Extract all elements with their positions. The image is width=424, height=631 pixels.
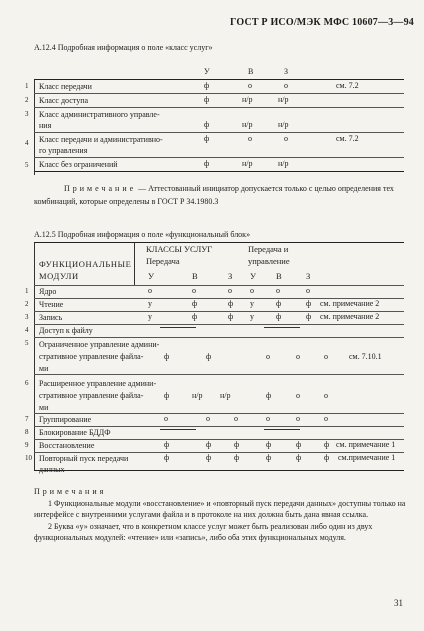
cell-v: н/р [242, 95, 253, 104]
cell: ф [276, 312, 282, 321]
row-number: 4 [25, 139, 29, 147]
cell-ref: см. 7.10.1 [349, 352, 382, 361]
row-number: 4 [25, 326, 29, 334]
cell: ф [296, 440, 302, 449]
table-row [25, 133, 404, 158]
cell-u: ф [204, 81, 210, 90]
cell: ф [164, 440, 170, 449]
column-header-v1: В [192, 271, 198, 281]
row-label: Класс доступа [39, 96, 89, 105]
cell-ref: см. примечание 2 [320, 312, 380, 321]
table-row [25, 439, 404, 453]
cell: о [228, 286, 232, 295]
notes-a12-5 [34, 486, 406, 544]
row-label: го управления [39, 146, 88, 155]
table-row [25, 337, 404, 375]
row-label: Класс административного управле- [39, 110, 160, 119]
header-service-classes: КЛАССЫ УСЛУГ [146, 244, 213, 254]
table-row [25, 452, 404, 474]
cell: о [324, 391, 328, 400]
cell: у [250, 299, 254, 308]
row-label: Группирование [39, 415, 92, 424]
row-number: 7 [25, 415, 29, 423]
cell-v: н/р [242, 120, 253, 129]
column-header-z2: З [306, 271, 311, 281]
cell-u: ф [204, 95, 210, 104]
row-label: Класс передачи и административно- [39, 135, 163, 144]
cell: ф [234, 440, 240, 449]
cell-u: ф [204, 159, 210, 168]
cell-ref: см. примечание 1 [336, 440, 396, 449]
cell: н/р [192, 391, 203, 400]
row-label: Доступ к файлу [39, 326, 93, 335]
table-row [25, 80, 404, 94]
cell-v: о [248, 134, 252, 143]
row-label: Восстановление [39, 441, 95, 450]
note-2: 2 Буква «у» означает, что в конкретном классе услуг может быть реализован либо один из двух функциональных модулей: «чтение» или «запись», либо оба этих функциональных модуля. [34, 521, 373, 542]
cell: ф [296, 453, 302, 462]
table-row [25, 374, 404, 414]
header-functional: ФУНКЦИОНАЛЬНЫЕ [39, 259, 132, 269]
row-label: Повторный пуск передачи [39, 454, 129, 463]
row-label: Блокирование БДДФ [39, 428, 111, 437]
dash-line [264, 327, 300, 328]
column-header-v2: В [276, 271, 282, 281]
cell: о [266, 414, 270, 423]
cell-z: о [284, 81, 288, 90]
row-number: 1 [25, 82, 29, 90]
cell: ф [276, 299, 282, 308]
row-number: 1 [25, 287, 29, 295]
header-management: управление [248, 256, 290, 266]
row-label: Запись [39, 313, 63, 322]
cell: ф [164, 352, 170, 361]
header-transfer-and: Передача и [248, 244, 289, 254]
cell: ф [192, 312, 198, 321]
section-title-a12-4: А.12.4 Подробная информация о поле «класс услуг» [34, 43, 213, 52]
row-label: Ядро [39, 287, 57, 296]
row-label: ми [39, 364, 49, 373]
column-header-u2: У [250, 271, 257, 281]
cell: о [324, 352, 328, 361]
cell: ф [266, 440, 272, 449]
cell: ф [228, 312, 234, 321]
row-label: стративное управление файла- [39, 391, 144, 400]
page-number: 31 [394, 598, 403, 608]
cell: ф [266, 391, 272, 400]
cell-z: о [284, 134, 288, 143]
table-row [25, 285, 404, 299]
cell: о [306, 286, 310, 295]
cell: у [250, 312, 254, 321]
note-text: — Аттестованный инициатор допускается только с целью определения тех комбинаций, которые определены в ГОСТ Р 34.1980.3 [34, 184, 394, 206]
cell-z: н/р [278, 159, 289, 168]
table-row [25, 94, 404, 108]
note-a12-4 [34, 182, 404, 208]
row-number: 6 [25, 379, 29, 387]
row-number: 2 [25, 300, 29, 308]
column-header-u1: У [148, 271, 155, 281]
row-number: 2 [25, 96, 29, 104]
column-header-z1: З [228, 271, 233, 281]
cell: ф [306, 312, 312, 321]
cell: о [148, 286, 152, 295]
table-row [25, 108, 404, 133]
column-header-z: З [284, 67, 289, 76]
cell: о [206, 414, 210, 423]
cell-z: н/р [278, 120, 289, 129]
cell-ref: см.примечание 1 [338, 453, 396, 462]
cell: у [148, 299, 152, 308]
cell-ref: см. 7.2 [336, 134, 359, 143]
row-label: Класс без ограничений [39, 160, 118, 169]
cell: у [148, 312, 152, 321]
row-number: 5 [25, 161, 29, 169]
row-label: данных [39, 465, 65, 474]
cell: ф [192, 299, 198, 308]
cell: о [250, 286, 254, 295]
document-header: ГОСТ Р ИСО/МЭК МФС 10607—3—94 [230, 17, 414, 28]
table-row [25, 158, 404, 171]
row-number: 3 [25, 313, 29, 321]
cell: о [192, 286, 196, 295]
cell-ref: см. 7.2 [336, 81, 359, 90]
header-modules: МОДУЛИ [39, 271, 79, 281]
dash-line [160, 429, 196, 430]
cell-v: н/р [242, 159, 253, 168]
cell: ф [324, 453, 330, 462]
row-number: 5 [25, 339, 29, 347]
row-number: 8 [25, 428, 29, 436]
note-label: Примечание [64, 184, 137, 193]
cell: ф [234, 453, 240, 462]
column-header-v: В [248, 67, 254, 76]
cell: ф [164, 453, 170, 462]
row-number: 9 [25, 441, 29, 449]
cell: ф [228, 299, 234, 308]
service-class-table [25, 79, 404, 172]
dash-line [264, 429, 300, 430]
header-transfer: Передача [146, 256, 180, 266]
column-header-u: У [204, 67, 210, 76]
row-number: 10 [25, 454, 32, 462]
cell-u: ф [204, 134, 210, 143]
row-label: Ограниченное управление админи- [39, 340, 160, 349]
note-1: 1 Функциональные модули «восстановление» и «повторный пуск передачи данных» доступны только на интерфейсе с внутренними услугами файла и в протоколе на них должна быть дана явная ссылка. [34, 498, 406, 519]
table-row [25, 311, 404, 325]
cell-ref: см. примечание 2 [320, 299, 380, 308]
cell: ф [206, 453, 212, 462]
cell: о [164, 414, 168, 423]
row-label: Расширенное управление админи- [39, 379, 157, 388]
cell-z: н/р [278, 95, 289, 104]
row-number: 3 [25, 110, 29, 118]
row-label: ния [39, 121, 52, 130]
row-label: Класс передачи [39, 82, 92, 91]
table-row [25, 324, 404, 338]
cell: о [234, 414, 238, 423]
functional-block-table [25, 242, 404, 474]
cell: о [296, 414, 300, 423]
cell: ф [266, 453, 272, 462]
cell: о [266, 352, 270, 361]
cell-u: ф [204, 120, 210, 129]
row-label: Чтение [39, 300, 64, 309]
cell: ф [324, 440, 330, 449]
table-row [25, 298, 404, 312]
dash-line [160, 327, 196, 328]
cell: о [276, 286, 280, 295]
cell: о [296, 391, 300, 400]
notes-title: Примечания [34, 487, 107, 496]
cell: о [324, 414, 328, 423]
cell: ф [164, 391, 170, 400]
row-label: ми [39, 403, 49, 412]
cell: ф [306, 299, 312, 308]
cell: ф [206, 352, 212, 361]
section-title-a12-5: А.12.5 Подробная информация о поле «функциональный блок» [34, 230, 251, 239]
table-row [25, 413, 404, 427]
cell: о [296, 352, 300, 361]
cell: н/р [220, 391, 231, 400]
cell: ф [206, 440, 212, 449]
table-row [25, 426, 404, 440]
cell-v: о [248, 81, 252, 90]
row-label: стративное управление файла- [39, 352, 144, 361]
